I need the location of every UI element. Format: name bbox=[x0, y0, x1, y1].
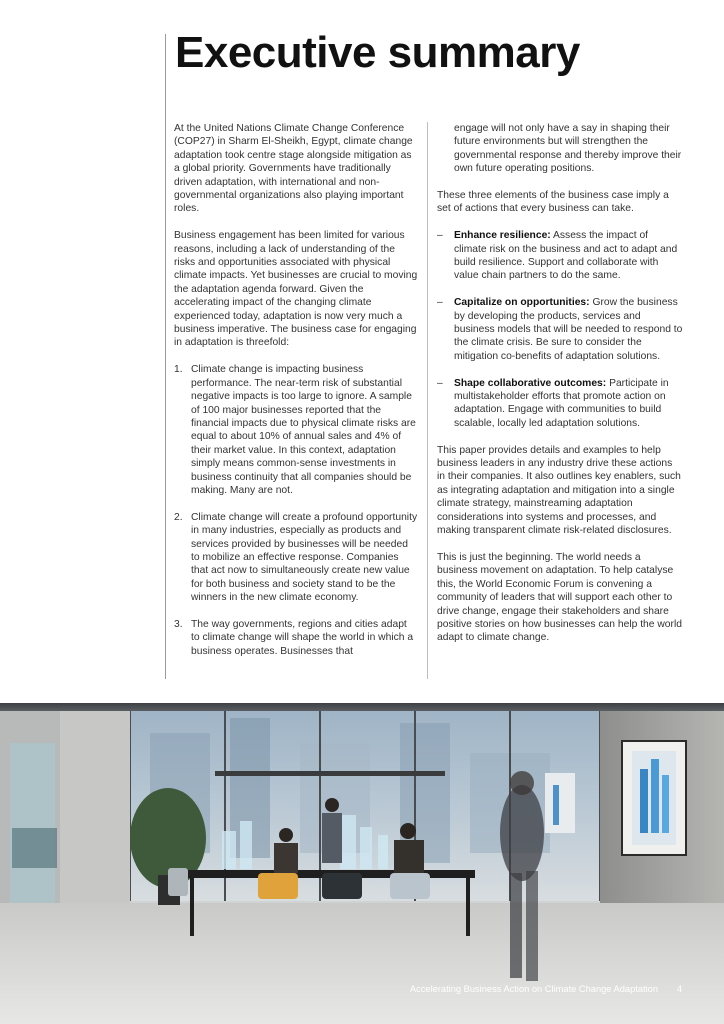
list-number: 1. bbox=[174, 364, 183, 376]
list-text: Climate change is impacting business performance. The near-term risk of substantial negative impacts is too large to ignore. A sample of 100 major businesses reported that the financial impacts due to physical climate risks are equal to about 10% of annual sales and 4% of their market value. In this context, adaptation simply means common-sense investments in business continuity that all companies should be making. Many are not. bbox=[191, 364, 416, 496]
list-text: The way governments, regions and cities adapt to climate change will shape the world in which a business operates. Businesses that bbox=[191, 618, 414, 657]
bullet-text: Grow the business by developing the products, services and business models that will be needed to respond to the climate crisis. Be sure to consider the mitigation co-benefits of adaptation solutions. bbox=[454, 297, 683, 362]
office-meeting-photo bbox=[0, 703, 724, 1024]
list-number: 2. bbox=[174, 511, 183, 523]
bullet-enhance-resilience bbox=[437, 229, 683, 283]
business-engagement-paragraph: Business engagement has been limited for various reasons, including a lack of understanding of the risks and opportunities associated with physical climate impacts. Yet businesses are crucial to moving the adaptation agenda forward. Given the accelerating impact of the changing climate experienced today, adaptation is now very much a business imperative. The business case for engaging in adaptation is threefold: bbox=[174, 230, 418, 349]
bullet-dash: – bbox=[437, 377, 443, 389]
bullet-heading: Shape collaborative outcomes: bbox=[454, 377, 607, 389]
office-scene-illustration bbox=[0, 703, 724, 1024]
bullet-text: Participate in multistakeholder efforts that promote action on adaptation. Engage with communities to build scalable, locally led adaptation solutions. bbox=[454, 377, 669, 429]
list-text: Climate change will create a profound opportunity in many industries, especially as products and services provided by businesses will be needed to mobilize an effective response. Companies that act now to simultaneously create new value for both business and society stand to be the winners in the new climate economy. bbox=[191, 511, 418, 604]
page-title: Executive summary bbox=[175, 28, 580, 77]
list-item-1 bbox=[174, 363, 418, 497]
vertical-rule bbox=[165, 34, 166, 679]
list-item-3-continuation: engage will not only have a say in shaping their future environments but will strengthen the governmental response and thereby improve their own future operating positions. bbox=[454, 123, 682, 175]
list-number: 3. bbox=[174, 618, 183, 630]
bullet-heading: Enhance resilience: bbox=[454, 230, 551, 242]
list-item-3 bbox=[174, 618, 418, 658]
intro-paragraph: At the United Nations Climate Change Conference (COP27) in Sharm El-Sheikh, Egypt, climate change adaptation took centre stage alongside mitigation as a global priority. Governments have traditionally driven adaptation, with international and non-governmental organizations also playing important roles. bbox=[174, 123, 413, 215]
bullet-dash: – bbox=[437, 230, 443, 242]
bullet-capitalize-opportunities bbox=[437, 296, 683, 363]
paper-details-paragraph: This paper provides details and examples to help business leaders in any industry drive these actions in their companies. It also outlines key enablers, such as integrating adaptation and mitigation into a single climate strategy, mainstreaming adaptation considerations into systems and processes, and making transparent climate risk-related disclosures. bbox=[437, 444, 681, 537]
left-column bbox=[174, 122, 418, 672]
list-item-2 bbox=[174, 511, 418, 605]
footer-document-title: Accelerating Business Action on Climate Change Adaptation bbox=[409, 984, 658, 994]
actions-intro-paragraph: These three elements of the business case imply a set of actions that every business can take. bbox=[437, 190, 669, 215]
page-number: 4 bbox=[676, 984, 682, 994]
closing-paragraph: This is just the beginning. The world needs a business movement on adaptation. To help catalyse this, the World Economic Forum is convening a community of leaders that will support each other to drive change, engage their stakeholders and share positive stories on how businesses can help the world adapt to climate change. bbox=[437, 551, 682, 644]
bullet-dash: – bbox=[437, 297, 443, 309]
right-column bbox=[437, 122, 683, 658]
page-footer bbox=[0, 982, 724, 998]
column-divider bbox=[427, 122, 428, 679]
bullet-shape-outcomes bbox=[437, 377, 683, 431]
bullet-text: Assess the impact of climate risk on the business and act to adapt and build resilience. Support and collaborate with value chain partners to do the same. bbox=[454, 230, 678, 282]
bullet-heading: Capitalize on opportunities: bbox=[454, 297, 590, 309]
